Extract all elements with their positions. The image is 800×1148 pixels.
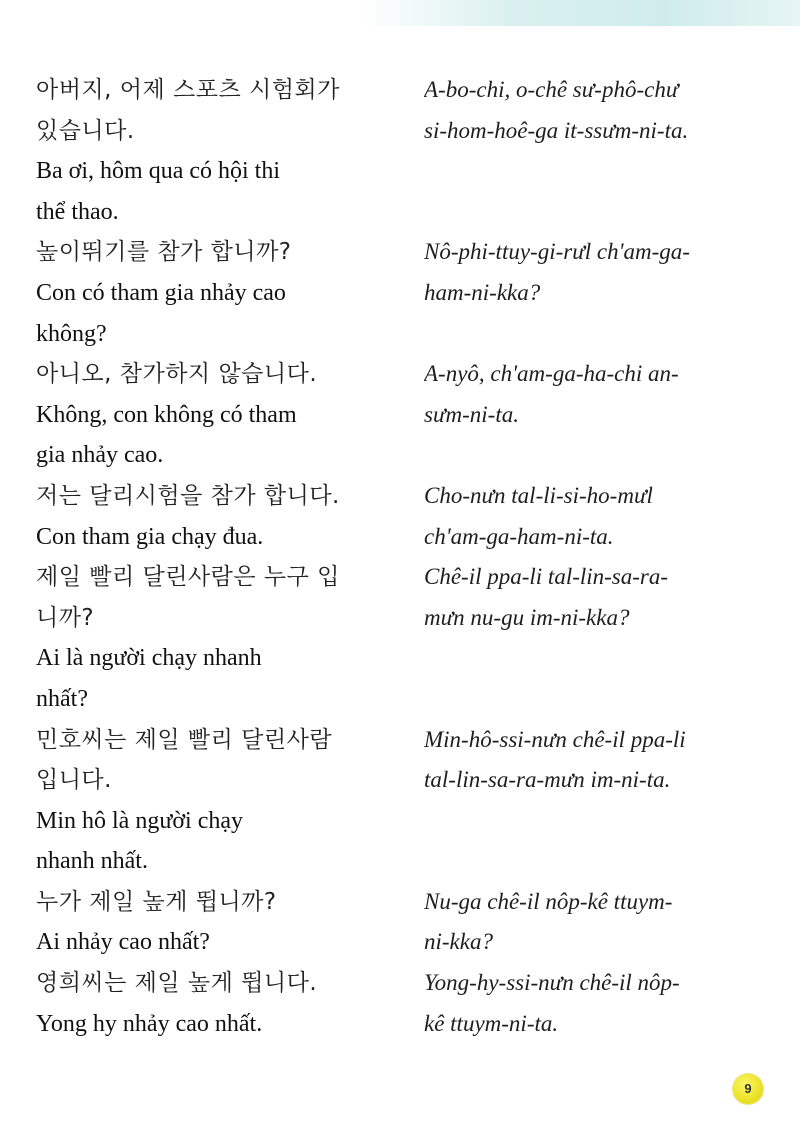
pronunciation-line: ni-kka? xyxy=(424,929,493,955)
left-line: nhất? xyxy=(36,685,88,712)
pronunciation-line: ch'am-ga-ham-ni-ta. xyxy=(424,523,614,549)
pronunciation-line xyxy=(424,151,774,192)
left-line: thể thao. xyxy=(36,198,119,225)
left-line: 누가 제일 높게 뜁니까? xyxy=(36,888,277,915)
pronunciation-line xyxy=(424,801,774,842)
left-line: 영희씨는 제일 높게 뜁니다. xyxy=(36,970,318,997)
left-line: 입니다. xyxy=(36,767,112,794)
left-line: nhanh nhất. xyxy=(36,848,148,875)
pronunciation-line: Nu-ga chê-il nôp-kê ttuym- xyxy=(424,888,673,914)
left-line: Không, con không có tham xyxy=(36,401,297,428)
pronunciation-line xyxy=(424,192,774,233)
left-line: 높이뛰기를 참가 합니까? xyxy=(36,239,292,266)
pronunciation-line: mưn nu-gu im-ni-kka? xyxy=(424,604,630,630)
right-column-pronunciation xyxy=(424,70,774,1044)
pronunciation-line: A-nyô, ch'am-ga-ha-chi an- xyxy=(424,361,679,387)
left-column-korean-vietnamese xyxy=(36,70,396,1044)
pronunciation-line: Chê-il ppa-li tal-lin-sa-ra- xyxy=(424,564,669,590)
pronunciation-line: kê ttuym-ni-ta. xyxy=(424,1010,559,1036)
left-line: không? xyxy=(36,320,107,347)
top-decorative-band xyxy=(360,0,800,26)
left-line: 아니오, 참가하지 않습니다. xyxy=(36,361,318,388)
pronunciation-line: sưm-ni-ta. xyxy=(424,401,519,427)
left-line: Ai là người chạy nhanh xyxy=(36,645,262,672)
pronunciation-line xyxy=(424,314,774,355)
pronunciation-line xyxy=(424,435,774,476)
pronunciation-line: Nô-phi-ttuy-gi-rưl ch'am-ga- xyxy=(424,239,690,265)
left-line: 저는 달리시험을 참가 합니다. xyxy=(36,482,340,509)
left-line: 있습니다. xyxy=(36,117,135,144)
left-line: Con tham gia chạy đua. xyxy=(36,523,264,550)
left-line: 제일 빨리 달린사람은 누구 입 xyxy=(36,564,340,591)
pronunciation-line: Cho-nưn tal-li-si-ho-mưl xyxy=(424,482,653,508)
left-line: 민호씨는 제일 빨리 달린사람 xyxy=(36,726,333,753)
pronunciation-line: tal-lin-sa-ra-mưn im-ni-ta. xyxy=(424,767,671,793)
left-line: Con có tham gia nhảy cao xyxy=(36,279,286,306)
left-line: Ba ơi, hôm qua có hội thi xyxy=(36,158,280,185)
pronunciation-line xyxy=(424,841,774,882)
left-line: Ai nhảy cao nhất? xyxy=(36,929,210,956)
left-line: 니까? xyxy=(36,604,95,631)
pronunciation-line: Yong-hy-ssi-nưn chê-il nôp- xyxy=(424,970,680,996)
left-line: Yong hy nhảy cao nhất. xyxy=(36,1010,263,1037)
pronunciation-line xyxy=(424,638,774,679)
pronunciation-line xyxy=(424,679,774,720)
pronunciation-line: A-bo-chi, o-chê sư-phô-chư xyxy=(424,77,679,102)
left-line: 아버지, 어제 스포츠 시험회가 xyxy=(36,77,340,103)
page-number-badge: 9 xyxy=(733,1074,763,1104)
pronunciation-line: Min-hô-ssi-nưn chê-il ppa-li xyxy=(424,726,686,752)
pronunciation-line: si-hom-hoê-ga it-ssưm-ni-ta. xyxy=(424,117,689,143)
left-line: Min hô là người chạy xyxy=(36,807,243,834)
pronunciation-line: ham-ni-kka? xyxy=(424,279,541,305)
left-line: gia nhảy cao. xyxy=(36,442,164,469)
